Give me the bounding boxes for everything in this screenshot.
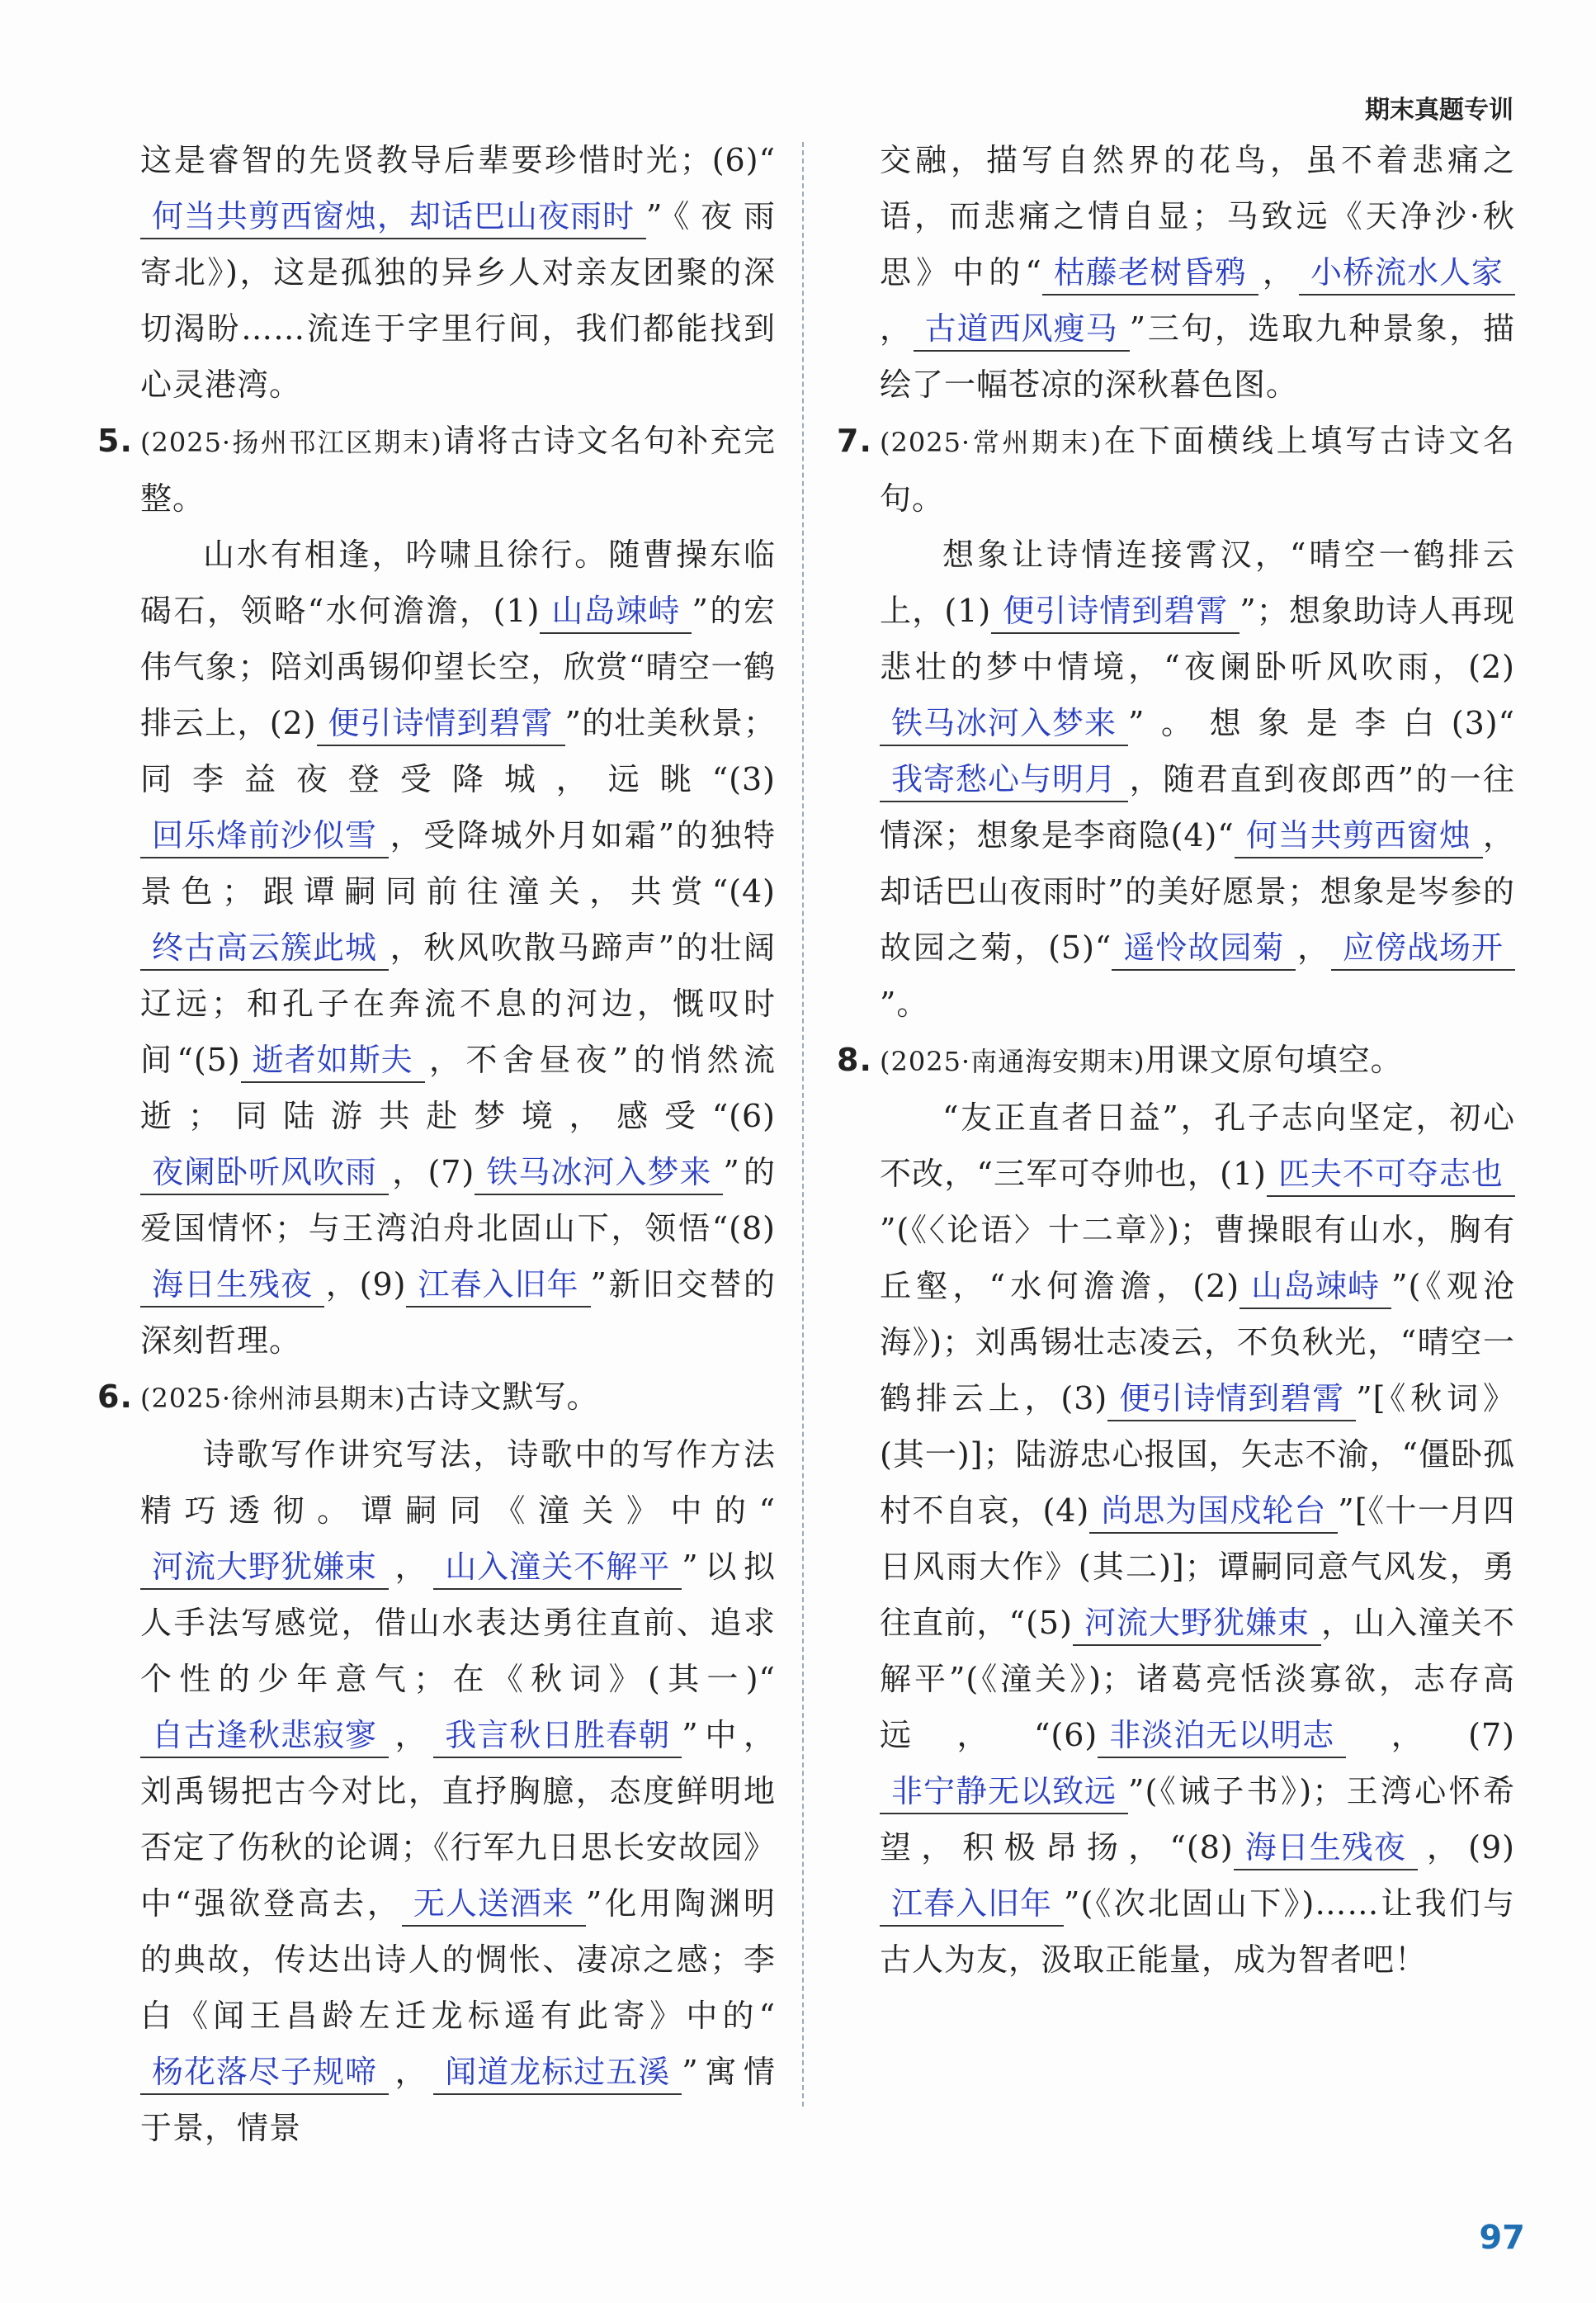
answer: 河流大野犹嫌束 — [1073, 1601, 1321, 1646]
left-column — [97, 132, 777, 2156]
answer: 夜阑卧听风吹雨 — [140, 1151, 389, 1195]
question-prompt: 古诗文默写。 — [405, 1378, 599, 1415]
answer: 何当共剪西窗烛，却话巴山夜雨时 — [140, 195, 646, 239]
answer: 何当共剪西窗烛 — [1235, 814, 1483, 858]
question-5-header — [97, 413, 776, 527]
answer: 海日生残夜 — [140, 1263, 324, 1308]
answer: 古道西风瘦马 — [914, 307, 1130, 352]
answer: 非淡泊无以明志 — [1098, 1714, 1346, 1758]
answer: 江春入旧年 — [406, 1263, 590, 1308]
question-prompt: 在下面横线上填写古诗文名句。 — [880, 423, 1515, 517]
question-8-header — [837, 1032, 1515, 1090]
question-number: 5. — [97, 423, 133, 459]
question-7-body: 想象让诗情连接霄汉，“晴空一鹤排云上，(1) 便引诗情到碧霄 ”；想象助诗人再现悲壮的梦中情境，“夜阑卧听风吹雨，(2)铁马冰河入梦来 ”。想象是李白(3)“我寄愁心与明月 ，随君直到夜郎西”的一往情深；想象是李商隐(4)“ 何当共剪西窗烛 ，却话巴山夜雨时”的美好愿景；想象是岑参的故园之菊，(5)“ 遥怜故园菊 ， 应傍战场开”。 — [880, 537, 1515, 1022]
answer: 海日生残夜 — [1234, 1826, 1418, 1870]
question-5-body: 山水有相逢，吟啸且徐行。随曹操东临碣石，领略“水何澹澹，(1) 山岛竦峙 ”的宏伟气象；陪刘禹锡仰望长空，欣赏“晴空一鹤排云上，(2) 便引诗情到碧霄 ”的壮美秋景；同李益夜登受降城，远眺“(3)回乐烽前沙似雪 ，受降城外月如霜”的独特景色；跟谭嗣同前往潼关，共赏“(4)终古高云簇此城 ，秋风吹散马蹄声”的壮阔辽远；和孔子在奔流不息的河边，慨叹时间“(5) 逝者如斯夫 ，不舍昼夜”的悄然流逝；同陆游共赴梦境，感受“(6)夜阑卧听风吹雨 ，(7) 铁马冰河入梦来 ”的爱国情怀；与王湾泊舟北固山下，领悟“(8)海日生残夜 ，(9) 江春入旧年 ”新旧交替的深刻哲理。 — [140, 537, 777, 1359]
question-source: (2025·南通海安期末) — [880, 1046, 1145, 1077]
answer: 杨花落尽子规啼 — [140, 2050, 389, 2095]
answer: 自古逢秋悲寂寥 — [140, 1714, 389, 1758]
header-title: 期末真题专训 — [1365, 96, 1513, 125]
answer: 小桥流水人家 — [1299, 251, 1515, 296]
answer: 尚思为国戍轮台 — [1089, 1489, 1338, 1534]
answer: 闻道龙标过五溪 — [433, 2050, 682, 2095]
page-number: 97 — [1479, 2219, 1525, 2257]
question-7-header — [837, 413, 1515, 527]
answer: 山岛竦峙 — [1239, 1265, 1391, 1309]
answer: 我寄愁心与明月 — [880, 758, 1128, 802]
answer: 河流大野犹嫌束 — [140, 1545, 389, 1590]
question-source: (2025·常州期末) — [880, 427, 1103, 458]
answer: 山岛竦峙 — [540, 589, 692, 634]
answer: 应傍战场开 — [1331, 926, 1515, 971]
right-continuation: 交融，描写自然界的花鸟，虽不着悲痛之语，而悲痛之情自显；马致远《天净沙·秋思》中的“ 枯藤老树昏鸦 ， 小桥流水人家， 古道西风瘦马 ”三句，选取九种景象，描绘了一幅苍凉的深秋暮色图。 — [880, 142, 1515, 403]
answer: 终古高云簇此城 — [140, 926, 389, 971]
question-source: (2025·扬州邗江区期末) — [140, 427, 442, 458]
answer: 无人送酒来 — [402, 1882, 586, 1927]
question-8-body: “友正直者日益”，孔子志向坚定，初心不改，“三军可夺帅也，(1) 匹夫不可夺志也”(《〈论语〉十二章》)；曹操眼有山水，胸有丘壑，“水何澹澹，(2) 山岛竦峙 ”(《观沧海》)；刘禹锡壮志凌云，不负秋光，“晴空一鹤排云上，(3) 便引诗情到碧霄 ”[《秋词》(其一)]；陆游忠心报国，矢志不渝，“僵卧孤村不自哀，(4) 尚思为国戍轮台 ”[《十一月四日风雨大作》(其二)]；谭嗣同意气风发，勇往直前，“(5) 河流大野犹嫌束 ，山入潼关不解平”(《潼关》)；诸葛亮恬淡寡欲，志存高远，“(6) 非淡泊无以明志 ，(7)非宁静无以致远 ”(《诫子书》)；王湾心怀希望，积极昂扬，“(8) 海日生残夜 ，(9)江春入旧年 ”(《次北固山下》)……让我们与古人为友，汲取正能量，成为智者吧！ — [880, 1099, 1515, 1978]
question-number: 7. — [837, 423, 872, 459]
left-continuation: 这是睿智的先贤教导后辈要珍惜时光；(6)“何当共剪西窗烛，却话巴山夜雨时 ”《夜雨寄北》)，这是孤独的异乡人对亲友团聚的深切渴盼……流连于字里行间，我们都能找到心灵港湾。 — [140, 142, 776, 403]
column-divider — [802, 142, 804, 2107]
answer: 逝者如斯夫 — [241, 1038, 425, 1083]
answer: 铁马冰河入梦来 — [880, 702, 1128, 746]
answer: 我言秋日胜春朝 — [433, 1714, 682, 1758]
answer: 江春入旧年 — [880, 1882, 1064, 1927]
answer: 回乐烽前沙似雪 — [140, 814, 389, 858]
answer: 山入潼关不解平 — [433, 1545, 682, 1590]
answer: 便引诗情到碧霄 — [1107, 1377, 1356, 1421]
answer: 便引诗情到碧霄 — [317, 702, 565, 746]
answer: 便引诗情到碧霄 — [991, 589, 1239, 634]
question-6-body: 诗歌写作讲究写法，诗歌中的写作方法精巧透彻。谭嗣同《潼关》中的“河流大野犹嫌束 ， 山入潼关不解平 ”以拟人手法写感觉，借山水表达勇往直前、追求个性的少年意气；在《秋词》(其一)“自古逢秋悲寂寥 ， 我言秋日胜春朝 ”中，刘禹锡把古今对比，直抒胸臆，态度鲜明地否定了伤秋的论调；《行军九日思长安故园》中“强欲登高去， 无人送酒来 ”化用陶渊明的典故，传达出诗人的惆怅、凄凉之感；李白《闻王昌龄左迁龙标遥有此寄》中的“杨花落尽子规啼 ， 闻道龙标过五溪 ”寓情于景，情景 — [140, 1436, 776, 2146]
question-6-header — [97, 1369, 776, 1426]
answer: 匹夫不可夺志也 — [1267, 1152, 1515, 1197]
answer: 枯藤老树昏鸦 — [1042, 251, 1258, 296]
question-prompt: 用课文原句填空。 — [1145, 1042, 1403, 1078]
question-prompt: 请将古诗文名句补充完整。 — [140, 423, 776, 517]
answer: 铁马冰河入梦来 — [475, 1151, 723, 1195]
question-number: 6. — [97, 1378, 133, 1415]
right-column — [837, 132, 1515, 1988]
answer: 非宁静无以致远 — [880, 1770, 1128, 1814]
question-number: 8. — [837, 1042, 872, 1078]
answer: 遥怜故园菊 — [1112, 926, 1296, 971]
question-source: (2025·徐州沛县期末) — [140, 1383, 406, 1414]
